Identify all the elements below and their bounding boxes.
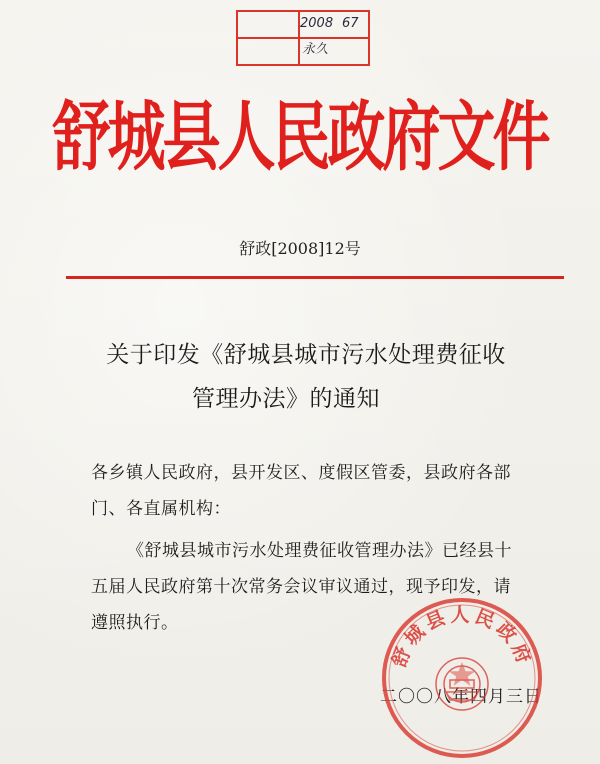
notice-title-line-2: 管理办法》的通知 (192, 386, 380, 412)
recipients-line-1: 各乡镇人民政府，县开发区、度假区管委，县政府各部 (91, 463, 511, 483)
issue-date: 二〇〇八年四月三日 (380, 687, 542, 707)
document-number: 舒政[2008]12号 (239, 239, 361, 258)
red-divider-rule (66, 276, 564, 279)
svg-text:舒城县人民政府 (387, 604, 537, 671)
body-paragraph-line-3: 遵照执行。 (91, 613, 179, 633)
issuer-header: 舒城县人民政府文件 (52, 92, 548, 182)
official-seal-icon (380, 596, 544, 760)
archive-year: 2008 (300, 16, 334, 31)
seal-text: 舒城县人民政府 (388, 603, 536, 671)
archive-retention: 永久 (302, 42, 329, 57)
notice-title-line-1: 关于印发《舒城县城市污水处理费征收 (106, 342, 506, 368)
archive-stamp (236, 10, 370, 66)
archive-number: 67 (342, 16, 359, 31)
recipients-line-2: 门、各直属机构： (91, 499, 231, 519)
body-paragraph-line-2: 五届人民政府第十次常务会议审议通过，现予印发，请 (91, 577, 511, 597)
body-paragraph-line-1: 《舒城县城市污水处理费征收管理办法》已经县十 (127, 541, 512, 561)
